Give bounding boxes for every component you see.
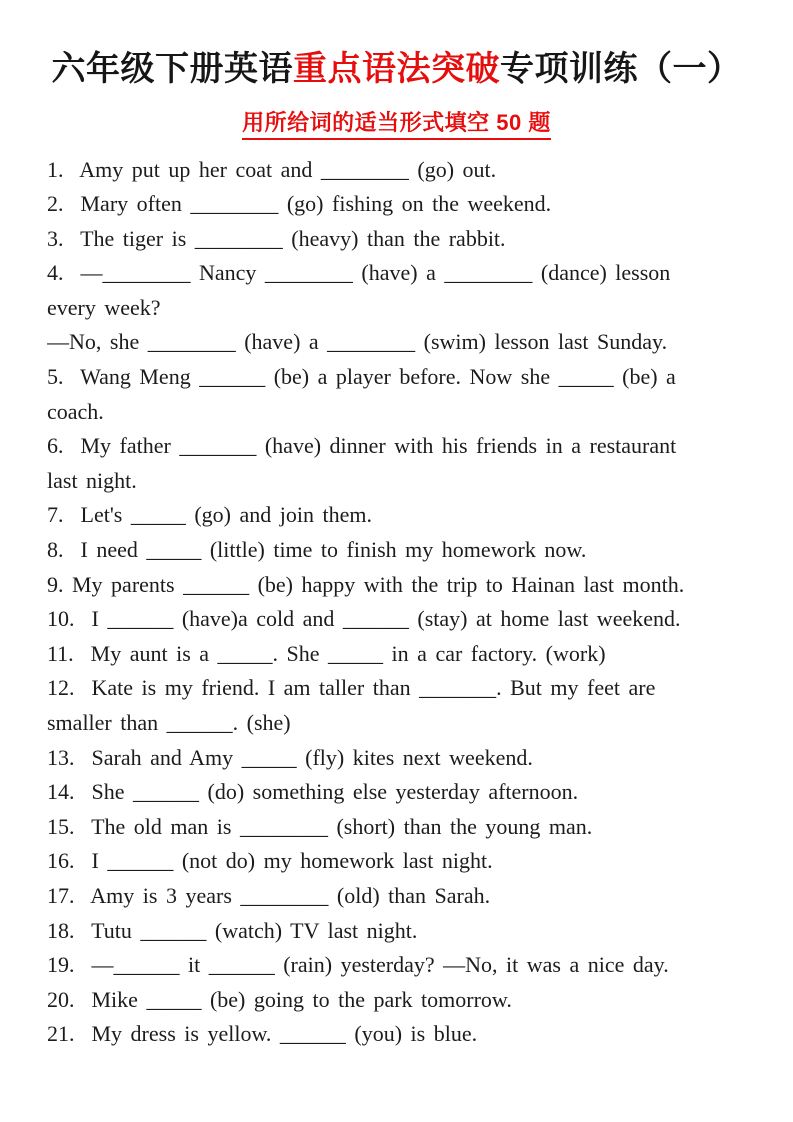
title-suffix: 专项训练（一） <box>500 50 742 88</box>
exercise-line: last night. <box>47 467 137 493</box>
exercise-line: 19. —______ it ______ (rain) yesterday? —No, it was a nice day. <box>47 952 669 978</box>
exercise-line: 1. Amy put up her coat and ________ (go) out. <box>47 156 497 182</box>
exercise-line: 9. My parents ______ (be) happy with the trip to Hainan last month. <box>47 571 685 597</box>
page-title <box>24 48 769 91</box>
exercise-line: 12. Kate is my friend. I am taller than _______. But my feet are <box>47 675 656 701</box>
exercise-line: 4. —________ Nancy ________ (have) a ________ (dance) lesson <box>47 260 671 286</box>
exercise-line: 10. I ______ (have)a cold and ______ (stay) at home last weekend. <box>47 606 681 632</box>
section-subtitle <box>0 106 793 140</box>
exercise-line: 3. The tiger is ________ (heavy) than the rabbit. <box>47 225 506 251</box>
exercise-line: 5. Wang Meng ______ (be) a player before. Now she _____ (be) a <box>47 364 676 390</box>
exercise-line: —No, she ________ (have) a ________ (swim) lesson last Sunday. <box>47 329 668 355</box>
exercise-line: smaller than ______. (she) <box>47 710 291 735</box>
exercise-line: 11. My aunt is a _____. She _____ in a car factory. (work) <box>47 640 606 666</box>
exercise-line: every week? <box>47 294 161 320</box>
exercise-line: 15. The old man is ________ (short) than the young man. <box>47 813 593 839</box>
exercise-line: 14. She ______ (do) something else yesterday afternoon. <box>47 779 579 805</box>
title-prefix: 六年级下册英语 <box>51 50 293 88</box>
section-subtitle-text: 用所给词的适当形式填空 50 题 <box>242 106 551 140</box>
exercise-line: 13. Sarah and Amy _____ (fly) kites next weekend. <box>47 744 533 770</box>
exercise-line: 8. I need _____ (little) time to finish my homework now. <box>47 537 587 563</box>
title-highlight: 重点语法突破 <box>293 50 500 88</box>
exercise-line: 17. Amy is 3 years ________ (old) than Sarah. <box>47 882 491 908</box>
exercise-line: 18. Tutu ______ (watch) TV last night. <box>47 917 418 943</box>
exercise-line: 7. Let's _____ (go) and join them. <box>47 502 372 528</box>
exercise-line: 6. My father _______ (have) dinner with his friends in a restaurant <box>47 433 677 459</box>
exercise-line: 21. My dress is yellow. ______ (you) is blue. <box>47 1021 478 1047</box>
exercise-line: 2. Mary often ________ (go) fishing on the weekend. <box>47 191 552 217</box>
exercise-line: 20. Mike _____ (be) going to the park tomorrow. <box>47 986 512 1012</box>
exercise-list <box>47 153 753 1052</box>
exercise-line: 16. I ______ (not do) my homework last night. <box>47 848 493 874</box>
exercise-line: coach. <box>47 398 104 424</box>
